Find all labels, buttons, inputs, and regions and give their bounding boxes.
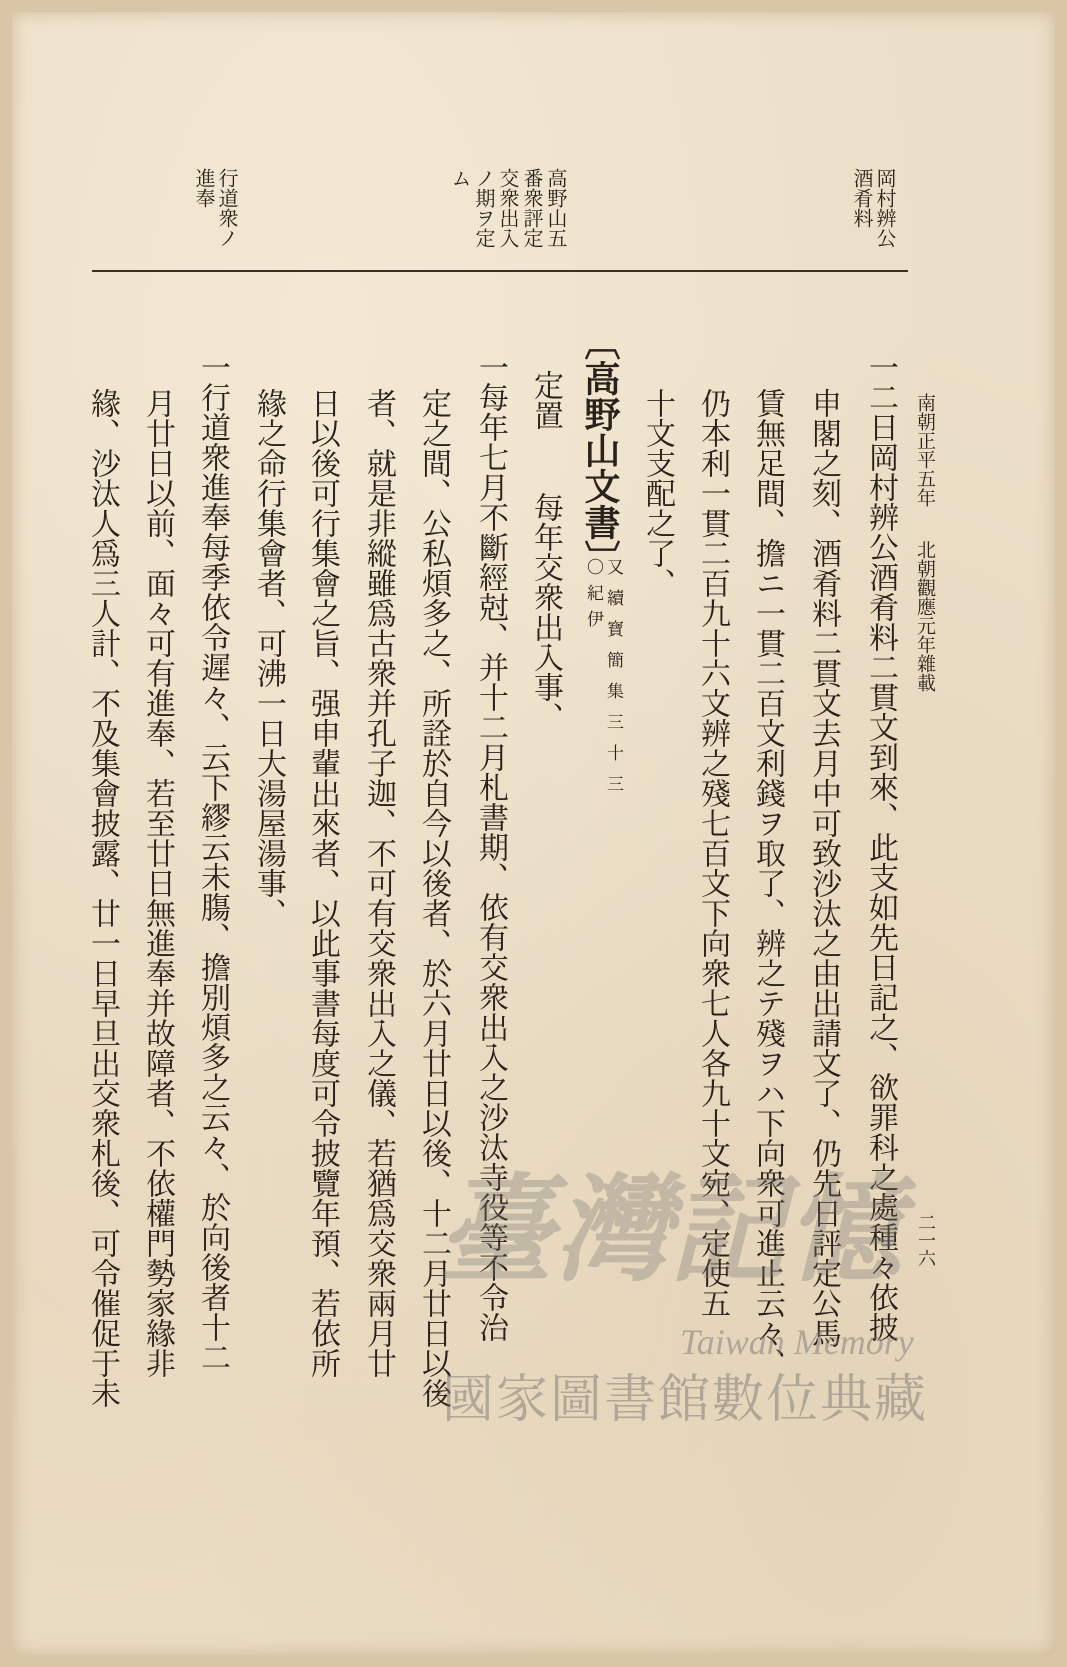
text-column: 者、就是非縱雖爲古衆并孔子迦、不可有交衆出入之儀、若猶爲交衆兩月廿 xyxy=(361,388,396,1378)
margin-note-line: 高野山五 xyxy=(544,168,568,248)
source-heading: 〔高野山文書〕 xyxy=(579,324,621,576)
margin-note-line: 行道衆ノ xyxy=(215,168,239,248)
text-column: 賃無足間、擔ニ一貫二百文利錢ヲ取了、辨之テ殘ヲハ下向衆可進止云々、 xyxy=(750,388,785,1378)
source-province: 〇紀伊 xyxy=(583,558,603,636)
margin-note-koyasan xyxy=(448,168,568,248)
source-citation: 又續寶簡集三十三 xyxy=(603,558,623,806)
margin-note-line: 酒肴料 xyxy=(850,168,874,228)
text-column: 定之間、公私煩多之、所詮於自今以後者、於六月廿日以後、十二月廿日以後 xyxy=(416,388,451,1408)
text-column: 十文支配之了、 xyxy=(640,388,675,598)
watermark-institution: 國家圖書館數位典藏 xyxy=(442,1370,929,1430)
regulation-subject: 每年交衆出入事、 xyxy=(528,492,563,732)
margin-note-line: 進奉 xyxy=(192,168,216,208)
running-title-southern-era: 南朝正平五年 xyxy=(914,393,936,507)
margin-note-line: 番衆評定 xyxy=(520,168,544,248)
document-page xyxy=(12,12,1055,1655)
text-column: 月廿日以前、面々可有進奉、若至廿日無進奉并故障者、不依權門勢家緣非 xyxy=(140,388,175,1378)
margin-note-line: 交衆出入 xyxy=(496,168,520,248)
margin-note-gyodoshu xyxy=(192,168,238,248)
header-rule xyxy=(92,270,908,272)
text-column: 申閣之刻、酒肴料二貫文去月中可致沙汰之由出請文了、仍先日評定公馬 xyxy=(806,388,841,1348)
text-column: 一行道衆進奉每季依令遲々、云下繆云未膓、擔別煩多之云々、於向後者十二 xyxy=(195,352,230,1372)
text-column: 一二日岡村辨公酒肴料二貫文到來、此支如先日記之、欲罪科之處種々依披 xyxy=(863,352,898,1342)
text-column: 緣之命行集會者、可沸一日大湯屋湯事、 xyxy=(251,388,286,928)
running-title-northern-era: 北朝觀應元年雜載 xyxy=(914,540,936,692)
margin-note-okamura xyxy=(850,168,896,248)
source-annotation xyxy=(583,558,623,806)
text-column: 緣、沙汰人爲三人計、不及集會披露、廿一日早旦出交衆札後、可令催促于未 xyxy=(85,388,120,1408)
text-column: 仍本利一貫二百九十六文辨之殘七百文下向衆七人各九十文宛、定使五 xyxy=(695,388,730,1318)
margin-note-line: ム xyxy=(448,168,472,188)
regulation-label: 定置 xyxy=(528,370,563,430)
text-column: 一每年七月不斷經尅、并十二月札書期、依有交衆出入之沙汰寺役等不令治 xyxy=(473,352,508,1342)
text-column: 日以後可行集會之旨、强申輩出來者、以此事書每度可令披覽年預、若依所 xyxy=(305,388,340,1378)
watermark-english: Taiwan Memory xyxy=(680,1322,914,1362)
page-number: 二一六 xyxy=(915,1213,936,1267)
watermark-calligraphy: 臺灣記憶 xyxy=(438,1162,902,1298)
margin-note-line: ノ期ヲ定 xyxy=(472,168,496,248)
margin-note-line: 岡村辨公 xyxy=(873,168,897,248)
